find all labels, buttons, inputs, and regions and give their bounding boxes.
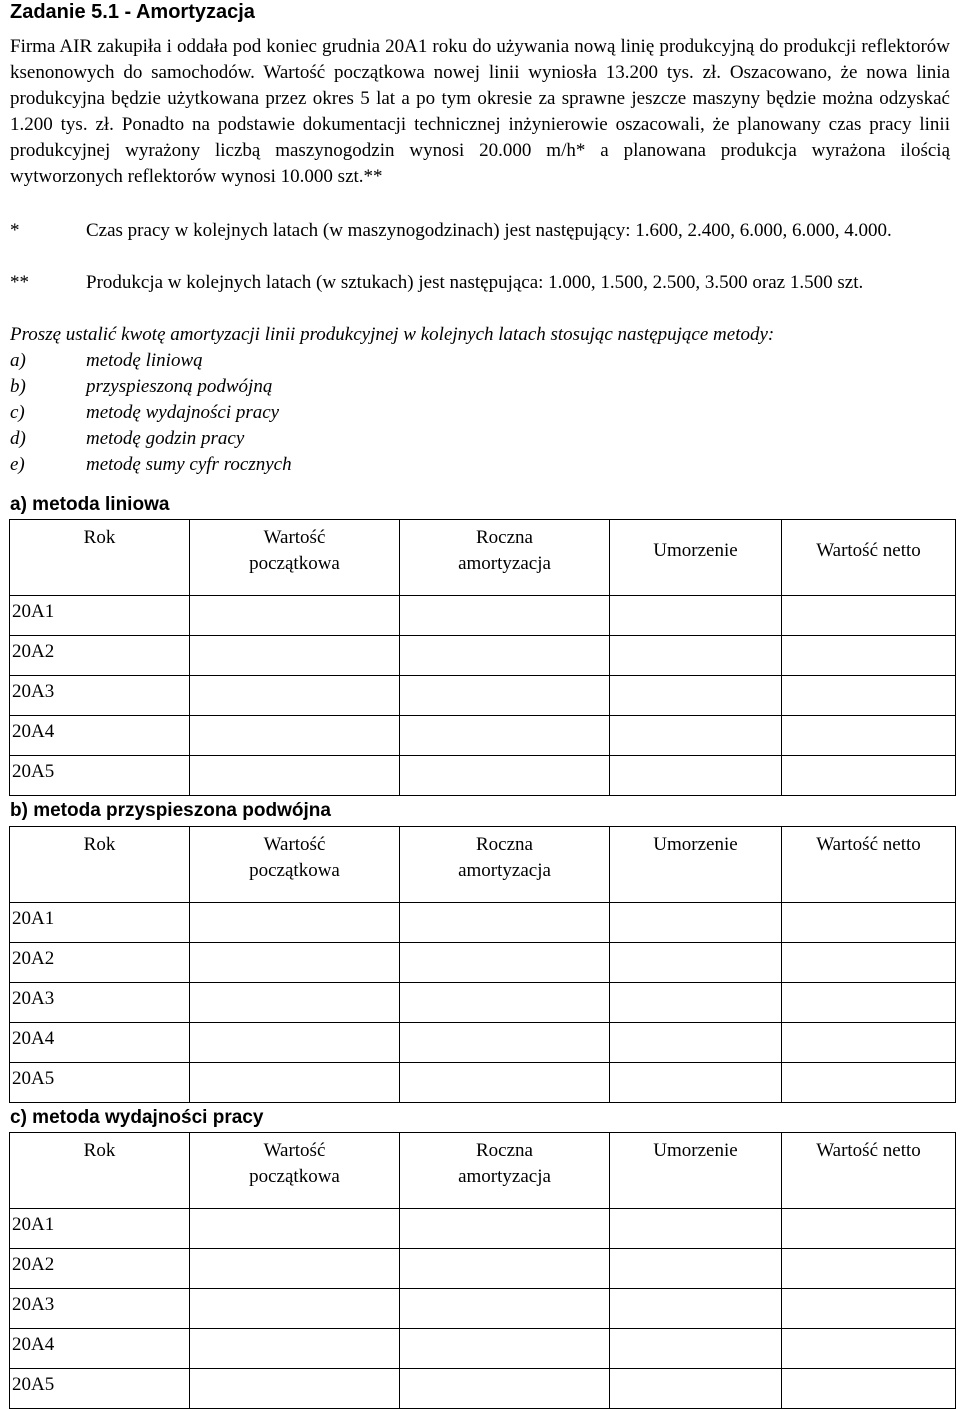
col-rok-label: Rok (83, 1140, 116, 1161)
empty-cell[interactable] (610, 983, 782, 1023)
col-roczna-line2: amortyzacja (458, 553, 551, 574)
year-cell: 20A1 (10, 903, 190, 943)
empty-cell[interactable] (610, 1289, 782, 1329)
method-item (10, 348, 292, 374)
empty-cell[interactable] (610, 1209, 782, 1249)
empty-cell[interactable] (782, 676, 956, 716)
table-row (10, 943, 956, 983)
intro-paragraph: Firma AIR zakupiła i oddała pod koniec grudnia 20A1 roku do używania nową linię produkcyjną do produkcji reflektorów ksenonowych do samochodów. Wartość początkowa nowej linii wyniosła 13.200 tys. zł. Oszacowano, że nowa linia produkcyjna będzie użytkowana przez okres 5 lat a po tym okresie za sprawne jeszcze maszyny będzie można odzyskać 1.200 tys. zł. Ponadto na podstawie dokumentacji technicznej inżynierowie oszacowali, że planowany czas pracy linii produkcyjnej wyrażony liczbą maszynogodzin wynosi 20.000 m/h* a planowana produkcja wyrażona ilością wytworzonych reflektorów wynosi 10.000 szt.** (10, 36, 950, 187)
empty-cell[interactable] (782, 1249, 956, 1289)
col-header-annual-depreciation (400, 520, 610, 596)
col-rok-label: Rok (83, 834, 116, 855)
method-letter: e) (10, 454, 25, 475)
footnote-mark: * (10, 220, 20, 241)
table-header-row (10, 1133, 956, 1209)
col-wartosc-line1: Wartość (263, 1140, 326, 1161)
empty-cell[interactable] (782, 903, 956, 943)
empty-cell[interactable] (610, 596, 782, 636)
empty-cell[interactable] (400, 1023, 610, 1063)
col-roczna-line1: Roczna (476, 834, 533, 855)
section-heading-productivity: c) metoda wydajności pracy (10, 1107, 264, 1128)
col-roczna-line1: Roczna (476, 527, 533, 548)
table-productivity (9, 1132, 956, 1409)
empty-cell[interactable] (190, 676, 400, 716)
empty-cell[interactable] (400, 1329, 610, 1369)
col-roczna-line2: amortyzacja (458, 1166, 551, 1187)
empty-cell[interactable] (400, 983, 610, 1023)
empty-cell[interactable] (782, 756, 956, 796)
table-accelerated (9, 826, 956, 1103)
footnote-text: Czas pracy w kolejnych latach (w maszynogodzinach) jest następujący: 1.600, 2.400, 6.000, 6.000, 4.000. (86, 220, 892, 241)
col-header-year (10, 827, 190, 903)
col-header-annual-depreciation (400, 1133, 610, 1209)
col-wartosc-line2: początkowa (249, 1166, 340, 1187)
col-header-initial-value (190, 827, 400, 903)
table-row (10, 983, 956, 1023)
col-header-annual-depreciation (400, 827, 610, 903)
col-header-year (10, 520, 190, 596)
method-label: metodę godzin pracy (86, 428, 245, 449)
table-header-row (10, 827, 956, 903)
empty-cell[interactable] (782, 1063, 956, 1103)
empty-cell[interactable] (610, 1329, 782, 1369)
empty-cell[interactable] (782, 943, 956, 983)
method-letter: a) (10, 350, 26, 371)
table-row (10, 716, 956, 756)
empty-cell[interactable] (400, 716, 610, 756)
col-header-accumulated (610, 520, 782, 596)
col-umorzenie-label: Umorzenie (653, 1140, 738, 1161)
table-row (10, 1329, 956, 1369)
table-row (10, 1023, 956, 1063)
empty-cell[interactable] (190, 1209, 400, 1249)
col-roczna-line2: amortyzacja (458, 860, 551, 881)
table-row (10, 636, 956, 676)
col-header-year (10, 1133, 190, 1209)
col-netto-label: Wartość netto (816, 1140, 921, 1161)
year-cell: 20A5 (10, 1369, 190, 1409)
col-rok-label: Rok (83, 527, 116, 548)
empty-cell[interactable] (610, 943, 782, 983)
empty-cell[interactable] (400, 596, 610, 636)
year-cell: 20A2 (10, 636, 190, 676)
empty-cell[interactable] (190, 1369, 400, 1409)
empty-cell[interactable] (610, 1023, 782, 1063)
empty-cell[interactable] (400, 1369, 610, 1409)
col-umorzenie-label: Umorzenie (653, 834, 738, 855)
col-header-accumulated (610, 827, 782, 903)
empty-cell[interactable] (400, 756, 610, 796)
year-cell: 20A5 (10, 756, 190, 796)
section-heading-accelerated: b) metoda przyspieszona podwójna (10, 800, 331, 821)
col-wartosc-line1: Wartość (263, 527, 326, 548)
empty-cell[interactable] (400, 943, 610, 983)
col-header-initial-value (190, 1133, 400, 1209)
year-cell: 20A3 (10, 1289, 190, 1329)
table-row (10, 676, 956, 716)
footnote-mark: ** (10, 272, 29, 293)
empty-cell[interactable] (610, 676, 782, 716)
empty-cell[interactable] (782, 636, 956, 676)
task-instruction: Proszę ustalić kwotę amortyzacji linii produkcyjnej w kolejnych latach stosując następujące metody: (10, 324, 775, 345)
year-cell: 20A4 (10, 1329, 190, 1369)
empty-cell[interactable] (610, 1249, 782, 1289)
method-label: metodę wydajności pracy (86, 402, 280, 423)
col-header-net-value (782, 1133, 956, 1209)
empty-cell[interactable] (782, 1289, 956, 1329)
col-header-initial-value (190, 520, 400, 596)
col-header-net-value (782, 520, 956, 596)
method-letter: b) (10, 376, 26, 397)
method-item (10, 374, 292, 400)
col-wartosc-line2: początkowa (249, 553, 340, 574)
empty-cell[interactable] (190, 1289, 400, 1329)
empty-cell[interactable] (782, 1329, 956, 1369)
year-cell: 20A3 (10, 983, 190, 1023)
empty-cell[interactable] (610, 903, 782, 943)
empty-cell[interactable] (190, 636, 400, 676)
col-umorzenie-label: Umorzenie (653, 540, 738, 561)
section-heading-linear: a) metoda liniowa (10, 494, 170, 515)
col-header-net-value (782, 827, 956, 903)
method-letter: d) (10, 428, 26, 449)
empty-cell[interactable] (190, 943, 400, 983)
year-cell: 20A2 (10, 1249, 190, 1289)
footnote-text: Produkcja w kolejnych latach (w sztukach) jest następująca: 1.000, 1.500, 2.500, 3.500 oraz 1.500 szt. (86, 272, 864, 293)
empty-cell[interactable] (400, 1249, 610, 1289)
empty-cell[interactable] (190, 756, 400, 796)
year-cell: 20A5 (10, 1063, 190, 1103)
method-letter: c) (10, 402, 25, 423)
empty-cell[interactable] (400, 1289, 610, 1329)
empty-cell[interactable] (610, 1369, 782, 1409)
year-cell: 20A4 (10, 1023, 190, 1063)
table-header-row (10, 520, 956, 596)
col-wartosc-line2: początkowa (249, 860, 340, 881)
table-row (10, 903, 956, 943)
table-row (10, 1209, 956, 1249)
method-item (10, 452, 292, 478)
page-title: Zadanie 5.1 - Amortyzacja (10, 1, 255, 23)
empty-cell[interactable] (190, 716, 400, 756)
empty-cell[interactable] (782, 716, 956, 756)
empty-cell[interactable] (610, 1063, 782, 1103)
empty-cell[interactable] (190, 903, 400, 943)
empty-cell[interactable] (190, 1063, 400, 1103)
table-row (10, 1063, 956, 1103)
empty-cell[interactable] (400, 636, 610, 676)
empty-cell[interactable] (782, 1369, 956, 1409)
empty-cell[interactable] (400, 1209, 610, 1249)
empty-cell[interactable] (782, 1209, 956, 1249)
col-wartosc-line1: Wartość (263, 834, 326, 855)
table-linear (9, 519, 956, 796)
empty-cell[interactable] (400, 903, 610, 943)
col-netto-label: Wartość netto (816, 834, 921, 855)
table-row (10, 1369, 956, 1409)
empty-cell[interactable] (782, 1023, 956, 1063)
method-label: przyspieszoną podwójną (86, 376, 273, 397)
empty-cell[interactable] (190, 1023, 400, 1063)
year-cell: 20A1 (10, 1209, 190, 1249)
method-item (10, 426, 292, 452)
empty-cell[interactable] (190, 983, 400, 1023)
empty-cell[interactable] (610, 716, 782, 756)
empty-cell[interactable] (400, 1063, 610, 1103)
empty-cell[interactable] (190, 1249, 400, 1289)
empty-cell[interactable] (610, 756, 782, 796)
table-row (10, 596, 956, 636)
table-row (10, 756, 956, 796)
year-cell: 20A1 (10, 596, 190, 636)
method-label: metodę liniową (86, 350, 203, 371)
method-item (10, 400, 292, 426)
year-cell: 20A3 (10, 676, 190, 716)
empty-cell[interactable] (782, 596, 956, 636)
table-row (10, 1289, 956, 1329)
method-label: metodę sumy cyfr rocznych (86, 454, 292, 475)
empty-cell[interactable] (190, 1329, 400, 1369)
col-header-accumulated (610, 1133, 782, 1209)
year-cell: 20A4 (10, 716, 190, 756)
empty-cell[interactable] (782, 983, 956, 1023)
empty-cell[interactable] (190, 596, 400, 636)
col-roczna-line1: Roczna (476, 1140, 533, 1161)
table-row (10, 1249, 956, 1289)
methods-list (10, 348, 292, 478)
empty-cell[interactable] (400, 676, 610, 716)
col-netto-label: Wartość netto (816, 540, 921, 561)
year-cell: 20A2 (10, 943, 190, 983)
empty-cell[interactable] (610, 636, 782, 676)
